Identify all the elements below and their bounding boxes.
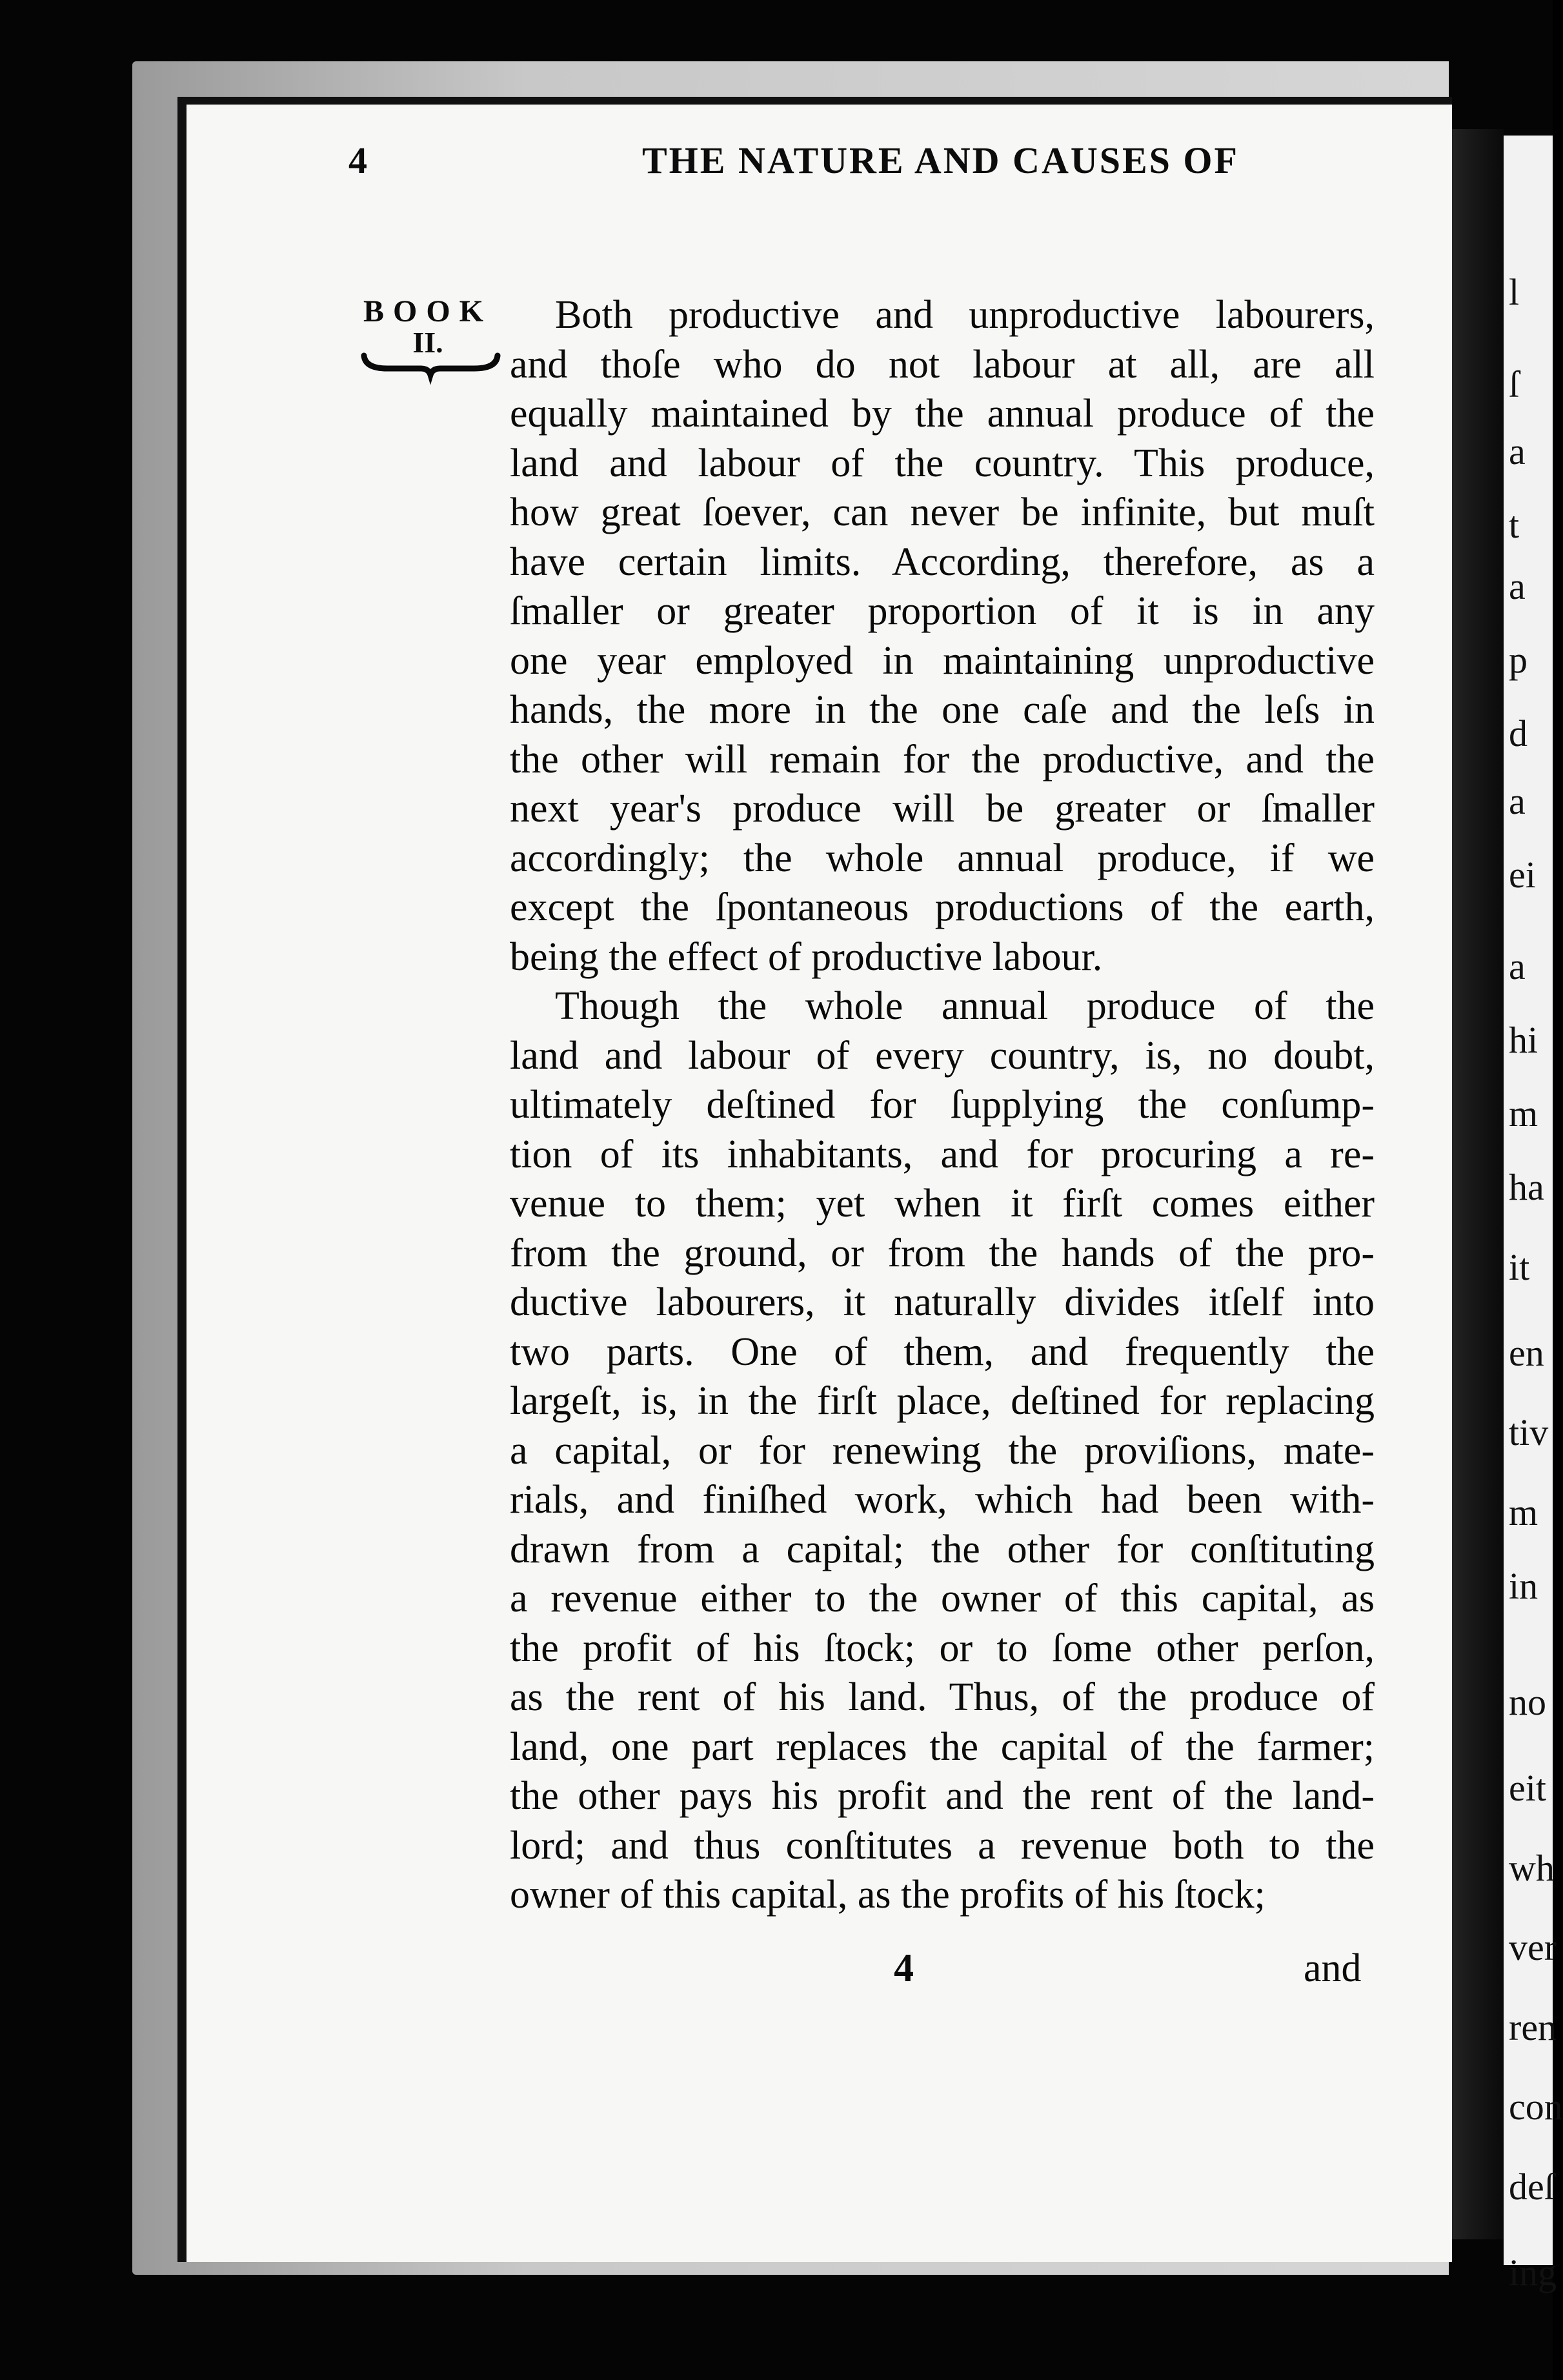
- neighbor-text-fragment: m: [1509, 1093, 1538, 1135]
- text-line: hands, the more in the one caſe and the leſs in: [510, 688, 1375, 732]
- neighbor-text-fragment: con: [1509, 2086, 1563, 2128]
- text-line: next year's produce will be greater or ſmaller: [510, 787, 1375, 831]
- text-line: Both productive and unproductive labourers,: [555, 293, 1375, 337]
- neighbor-text-fragment: wh: [1509, 1846, 1555, 1889]
- neighbor-text-fragment: d: [1509, 712, 1528, 754]
- text-line: how great ſoever, can never be infinite, but muſt: [510, 490, 1375, 534]
- margin-book-label: BOOK: [363, 294, 493, 328]
- text-line: tion of its inhabitants, and for procuring a re-: [510, 1132, 1375, 1176]
- text-line: largeſt, is, in the firſt place, deſtined for replacing: [510, 1379, 1375, 1423]
- text-line: have certain limits. According, therefore, as a: [510, 540, 1375, 584]
- text-line: the other will remain for the productive, and the: [510, 737, 1375, 782]
- text-line: land and labour of the country. This produce,: [510, 441, 1375, 485]
- neighbor-text-fragment: ver: [1509, 1926, 1557, 1968]
- catchword: and: [1304, 1946, 1362, 1990]
- neighbor-text-fragment: a: [1509, 945, 1526, 987]
- neighbor-text-fragment: en: [1509, 1331, 1544, 1374]
- text-line: lord; and thus conſtitutes a revenue both to the: [510, 1823, 1375, 1868]
- neighbor-text-fragment: a: [1509, 430, 1526, 472]
- neighbor-text-fragment: hi: [1509, 1019, 1538, 1061]
- page-number: 4: [348, 139, 369, 181]
- neighbor-text-fragment: ha: [1509, 1166, 1544, 1208]
- text-line: from the ground, or from the hands of the pro-: [510, 1231, 1375, 1275]
- text-line: land, one part replaces the capital of the farmer;: [510, 1724, 1375, 1769]
- neighbor-text-fragment: t: [1509, 504, 1520, 546]
- running-title: THE NATURE AND CAUSES OF: [642, 139, 1239, 181]
- neighbor-text-fragment: a: [1509, 780, 1526, 822]
- neighbor-text-fragment: in: [1509, 1564, 1538, 1607]
- text-line: one year employed in maintaining unproductive: [510, 638, 1375, 683]
- curly-brace-icon: [361, 352, 500, 378]
- neighbor-text-fragment: ei: [1509, 853, 1536, 896]
- text-line: and thoſe who do not labour at all, are all: [510, 342, 1375, 387]
- text-line: ſmaller or greater proportion of it is in any: [510, 589, 1375, 633]
- text-line: the profit of his ſtock; or to ſome other perſon,: [510, 1626, 1375, 1670]
- text-line: except the ſpontaneous productions of the earth,: [510, 885, 1375, 929]
- neighbor-text-fragment: ing: [1509, 2251, 1557, 2294]
- text-line: as the rent of his land. Thus, of the produce of: [510, 1675, 1375, 1719]
- margin-book-number: II.: [412, 326, 443, 359]
- body-text: [510, 290, 1375, 1920]
- neighbor-text-fragment: a: [1509, 565, 1526, 607]
- neighbor-text-fragment: m: [1509, 1491, 1538, 1533]
- neighbor-text-fragment: l: [1509, 271, 1520, 313]
- text-line: a capital, or for renewing the proviſions, mate-: [510, 1428, 1375, 1473]
- neighbor-page: [1504, 136, 1563, 2294]
- text-line: venue to them; yet when it firſt comes either: [510, 1182, 1375, 1225]
- text-line: land and labour of every country, is, no doubt,: [510, 1033, 1375, 1078]
- text-line: rials, and finiſhed work, which had been with-: [510, 1478, 1375, 1522]
- neighbor-text-fragment: deſ: [1509, 2165, 1555, 2208]
- neighbor-text-fragment: tiv: [1509, 1411, 1549, 1453]
- neighbor-text-fragment: eit: [1509, 1767, 1546, 1809]
- text-line: two parts. One of them, and frequently the: [510, 1329, 1375, 1374]
- text-line: the other pays his profit and the rent of the land-: [510, 1774, 1375, 1818]
- neighbor-text-fragment: p: [1509, 639, 1528, 681]
- text-line: ductive labourers, it naturally divides itſelf into: [510, 1280, 1375, 1324]
- text-line: accordingly; the whole annual produce, if we: [510, 836, 1375, 880]
- text-line: a revenue either to the owner of this capital, as: [510, 1577, 1375, 1620]
- text-line: being the effect of productive labour.: [510, 934, 1103, 979]
- text-line: equally maintained by the annual produce of the: [510, 392, 1375, 436]
- text-line: Though the whole annual produce of the: [555, 984, 1375, 1028]
- margin-note: [354, 294, 502, 359]
- signature-mark: 4: [894, 1946, 914, 1990]
- text-line: ultimately deſtined for ſupplying the conſump-: [510, 1083, 1375, 1127]
- text-line: drawn from a capital; the other for conſtituting: [510, 1527, 1375, 1571]
- neighbor-text-fragment: it: [1509, 1245, 1530, 1288]
- neighbor-text-fragment: ſ: [1509, 363, 1520, 405]
- text-line: owner of this capital, as the profits of his ſtock;: [510, 1873, 1266, 1917]
- neighbor-text-fragment: ren: [1509, 2006, 1557, 2048]
- neighbor-text-fragment: no: [1509, 1681, 1546, 1723]
